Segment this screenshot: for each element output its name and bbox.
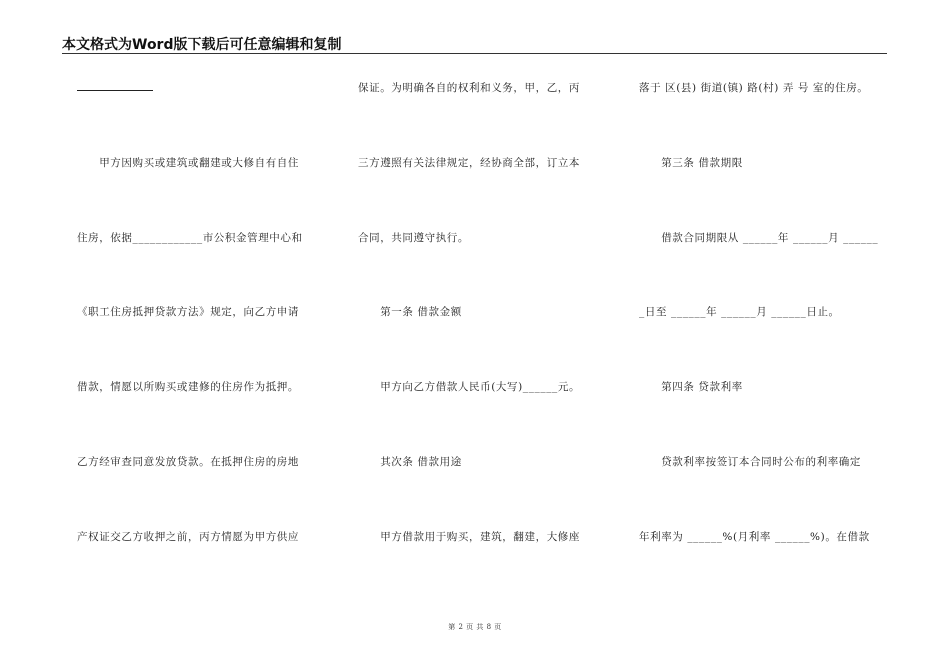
header-divider bbox=[62, 53, 887, 54]
text-line: 产权证交乙方收押之前，丙方情愿为甲方供应 bbox=[77, 531, 299, 543]
text-line: 甲方借款用于购买，建筑，翻建，大修座 bbox=[358, 531, 580, 543]
text-line: 年利率为 ______%(月利率 ______%)。在借款 bbox=[639, 531, 870, 543]
text-line: _日至 ______年 ______月 ______日止。 bbox=[639, 306, 840, 318]
text-line: 《职工住房抵押贷款方法》规定，向乙方申请 bbox=[77, 306, 299, 318]
text-line: 贷款利率按签订本合同时公布的利率确定 bbox=[639, 456, 861, 468]
blank-underline bbox=[77, 90, 153, 91]
text-line: 落于 区(县) 街道(镇) 路(村) 弄 号 室的住房。 bbox=[639, 82, 869, 94]
text-line: 三方遵照有关法律规定，经协商全部，订立本 bbox=[358, 157, 580, 169]
text-line: 合同，共同遵守执行。 bbox=[358, 232, 469, 244]
text-line: 第四条 贷款利率 bbox=[639, 381, 743, 393]
text-line: 借款，情愿以所购买或建修的住房作为抵押。 bbox=[77, 381, 299, 393]
text-line: 借款合同期限从 ______年 ______月 ______ bbox=[639, 232, 879, 244]
text-line: 乙方经审查同意发放贷款。在抵押住房的房地 bbox=[77, 456, 299, 468]
text-line: 甲方因购买或建筑或翻建或大修自有自住 bbox=[77, 157, 299, 169]
text-line: 其次条 借款用途 bbox=[358, 456, 462, 468]
header-title: 本文格式为Word版下载后可任意编辑和复制 bbox=[62, 37, 342, 53]
text-line: 住房，依据____________市公积金管理中心和 bbox=[77, 232, 303, 244]
text-line: 保证。为明确各自的权利和义务，甲，乙，丙 bbox=[358, 82, 580, 94]
page-number: 第 2 页 共 8 页 bbox=[448, 623, 502, 631]
text-line: 第一条 借款金额 bbox=[358, 306, 462, 318]
text-line: 甲方向乙方借款人民币(大写)______元。 bbox=[358, 381, 581, 393]
text-line: 第三条 借款期限 bbox=[639, 157, 743, 169]
